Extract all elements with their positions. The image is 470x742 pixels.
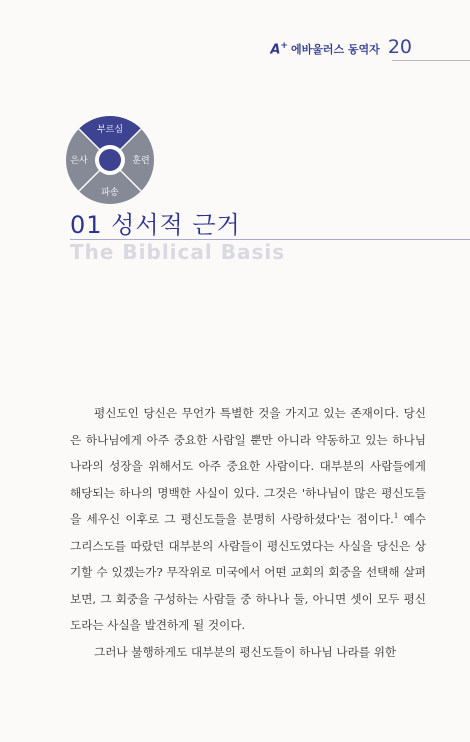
- badge-label-bottom: 파송: [101, 188, 119, 198]
- footnote-marker: 1: [393, 512, 399, 521]
- badge-label-top: 부르심: [96, 125, 124, 135]
- brand-logo: A+: [270, 40, 288, 57]
- section-badge-diagram: [65, 115, 155, 205]
- paragraph-1: 평신도인 당신은 무언가 특별한 것을 가지고 있는 존재이다. 당신은 하나님에게 아주 중요한 사람일 뿐만 아니라 약동하고 있는 하나님 나라의 성장을 위해서도 아주 중요한 사람이다. 대부분의 사람들에게 해당되는 하나의 명백한 사실이 있다. 그것은 '하나님이 많은 평신도들을 세우신 이후로 그 평신도들을 분명히 사랑하셨다'는 점이다.$^1$ 예수 그리스도를 따랐던 대부분의 사람들이 평신도였다는 사실을 당신은 상기할 수 있겠는가? 무작위로 미국에서 어떤 교회의 회중을 선택해 살펴보면, 그 회중을 구성하는 사람들 중 하나나 둘, 아니면 셋이 모두 평신도라는 사실을 발견하게 될 것이다.: [70, 406, 426, 632]
- running-header: [270, 36, 412, 58]
- page-number: 20: [387, 36, 412, 58]
- paragraph-2: 그러나 불행하게도 대부분의 평신도들이 하나님 나라를 위한: [94, 644, 397, 659]
- chapter-title: 01 성서적 근거: [70, 211, 241, 239]
- chapter-subtitle: The Biblical Basis: [70, 240, 286, 264]
- badge-label-left: 은사: [70, 156, 88, 166]
- book-title: 에바울러스 동역자: [290, 43, 380, 56]
- header-rule: [392, 60, 470, 61]
- badge-label-right: 훈련: [132, 156, 150, 166]
- badge-center-dot: [99, 149, 121, 171]
- body-text: [70, 400, 426, 665]
